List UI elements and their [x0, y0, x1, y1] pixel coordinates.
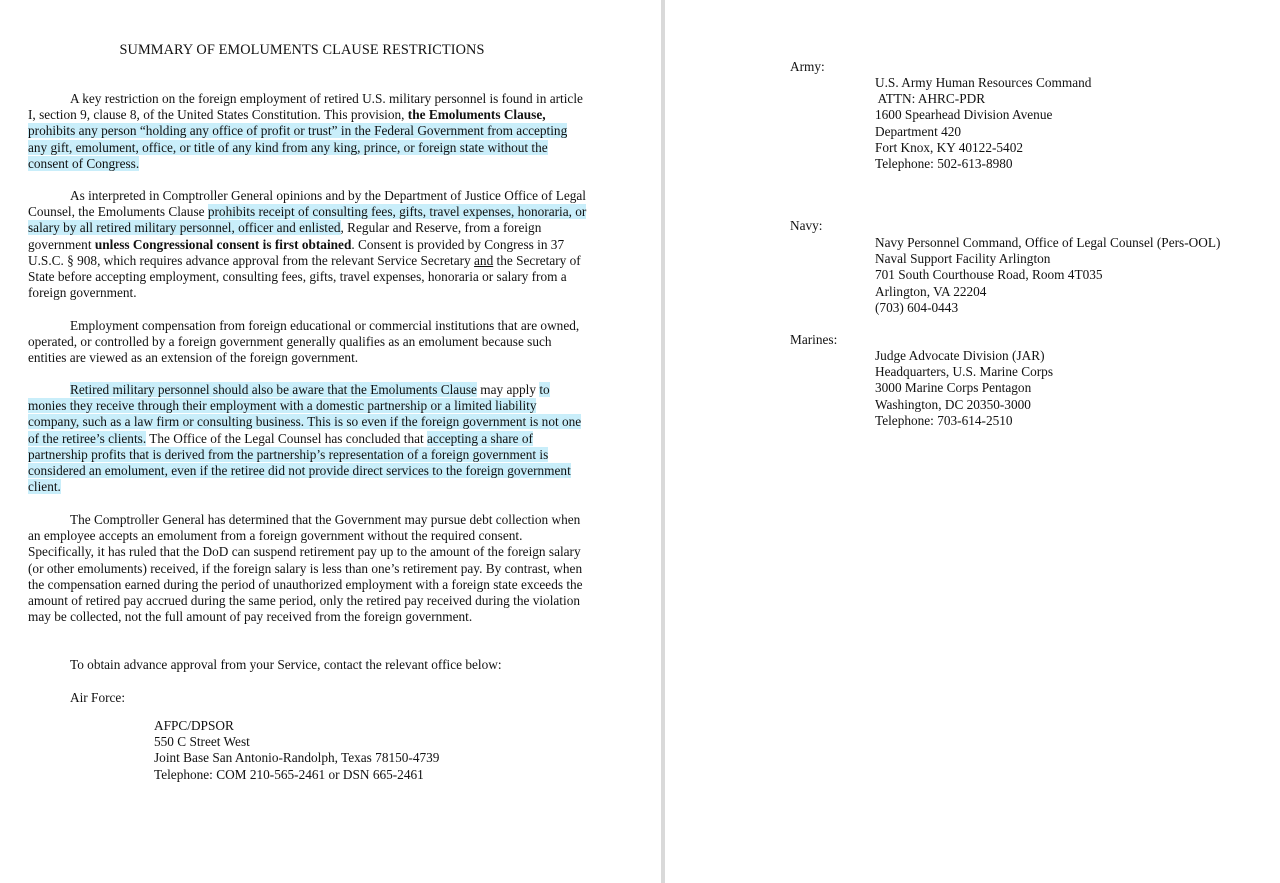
text-run: As interpreted in Comptroller General opinions and by the Department of Justice Office of Legal Counsel, the Emoluments Clause [28, 188, 586, 220]
address-line: Department 420 [875, 123, 962, 139]
address-line: Arlington, VA 22204 [875, 283, 987, 299]
text-run: the Secretary of State before accepting employment, consulting fees, gifts, travel expenses, honoraria or salary from a foreign government. [28, 252, 581, 301]
text-run: The Office of the Legal Counsel has concluded that [146, 430, 428, 446]
address-line: Fort Knox, KY 40122-5402 [875, 139, 1023, 155]
navy-address [875, 235, 1220, 316]
address-line: AFPC/DPSOR [154, 718, 234, 733]
marines-address [875, 348, 1053, 429]
address-line: Washington, DC 20350-3000 [875, 396, 1031, 412]
paragraph-debt-collection [28, 512, 588, 625]
text-run: . Consent is provided by Congress in 37 U.S.C. § 908, which requires advance approval from the relevant Service Secretary [28, 236, 565, 268]
air-force-label: Air Force: [70, 690, 126, 705]
bold-text-run: the Emoluments Clause, [407, 107, 546, 123]
address-line: Telephone: 502-613-8980 [875, 156, 1013, 172]
text-run: The Comptroller General has determined that the Government may pursue debt collection when an employee accepts an emolument from a foreign government without the required consent. Specifically, it has ruled that the DoD can suspend retirement pay up to the amount of the foreign salary (or other emoluments) received, if the foreign salary is less than one’s retirement pay. By contrast, when the compensation earned during the period of unauthorized employment with a foreign state exceeds the amount of retired pay accrued during the same period, only the retired pay received during the violation may be collected, not the full amount of pay received from the foreign government. [28, 512, 583, 625]
address-line: 701 South Courthouse Road, Room 4T035 [875, 267, 1103, 283]
underlined-text-run: and [474, 252, 494, 268]
paragraph-interpretation [28, 188, 588, 301]
page-title: SUMMARY OF EMOLUMENTS CLAUSE RESTRICTIONS [119, 42, 485, 58]
address-line: Telephone: COM 210-565-2461 or DSN 665-2461 [154, 766, 424, 782]
address-line: Navy Personnel Command, Office of Legal Counsel (Pers-OOL) [875, 235, 1221, 250]
document-page-right [665, 0, 1280, 883]
paragraph-partnership-warning [28, 382, 588, 495]
marines-label: Marines: [790, 332, 838, 347]
address-line: U.S. Army Human Resources Command [875, 75, 1092, 90]
navy-label: Navy: [790, 218, 823, 233]
address-line: Telephone: 703-614-2510 [875, 412, 1013, 428]
bold-text-run: unless Congressional consent is first obtained [94, 236, 352, 252]
highlighted-text-run: prohibits receipt of consulting fees, gifts, travel expenses, honoraria, or salary by all retired military personnel, officer and enlisted [28, 204, 587, 236]
army-address [875, 75, 1091, 172]
address-line: (703) 604-0443 [875, 299, 959, 315]
address-line: Headquarters, U.S. Marine Corps [875, 364, 1053, 380]
text-run: Employment compensation from foreign educational or commercial institutions that are owned, operated, or controlled by a foreign government generally qualifies as an emolument because such entities are viewed as an extension of the foreign government. [28, 318, 580, 366]
highlighted-text-run: accepting a share of partnership profits that is derived from the partnership’s representation of a foreign government is considered an emolument, even if the retiree did not provide direct services to the foreign government client. [28, 430, 571, 495]
army-label: Army: [790, 59, 825, 74]
address-line: Judge Advocate Division (JAR) [875, 348, 1045, 363]
address-line: ATTN: AHRC-PDR [875, 91, 986, 107]
paragraph-key-restriction [28, 91, 588, 172]
paragraph-contact-instructions: To obtain advance approval from your Service, contact the relevant office below: [70, 657, 502, 672]
address-line: 1600 Spearhead Division Avenue [875, 107, 1053, 123]
highlighted-text-run: to monies they receive through their employment with a domestic partnership or a limited liability company, such as a law firm or consulting business. This is so even if the foreign government is not one of the retiree’s clients. [28, 382, 582, 446]
address-line: 550 C Street West [154, 734, 250, 750]
air-force-address [154, 718, 439, 783]
address-line: Joint Base San Antonio-Randolph, Texas 78150-4739 [154, 750, 440, 766]
highlighted-text-run: Retired military personnel should also be aware that the Emoluments Clause [70, 382, 477, 397]
paragraph-employment-compensation [28, 318, 588, 367]
address-line: 3000 Marine Corps Pentagon [875, 380, 1032, 396]
text-run: , Regular and Reserve, from a foreign government [28, 220, 542, 252]
text-run: A key restriction on the foreign employment of retired U.S. military personnel is found in article I, section 9, clause 8, of the United States Constitution. This provision, [28, 91, 583, 123]
highlighted-text-run: prohibits any person “holding any office of profit or trust” in the Federal Government from accepting any gift, emolument, office, or title of any kind from any king, prince, or foreign state without the consent of Congress. [28, 123, 568, 171]
address-line: Naval Support Facility Arlington [875, 251, 1051, 267]
text-run: may apply [476, 382, 540, 397]
